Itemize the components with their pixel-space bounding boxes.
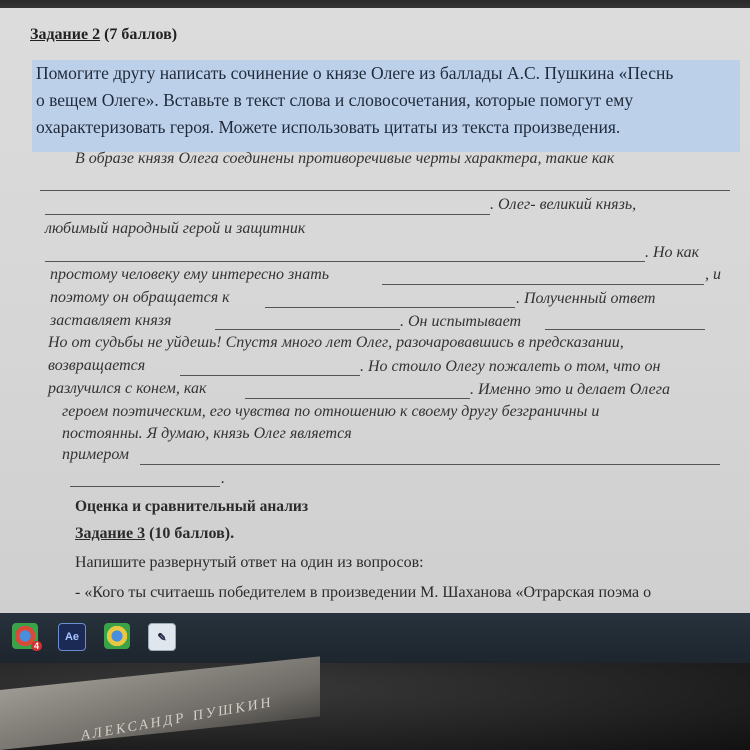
- blank-line[interactable]: [245, 398, 470, 399]
- essay-line-11a: разлучился с конем, как: [48, 380, 207, 397]
- essay-line-7b: . Полученный ответ: [516, 290, 656, 307]
- essay-line-11b: . Именно это и делает Олега: [470, 381, 671, 398]
- essay-line-6b: , и: [705, 266, 721, 283]
- chrome-icon[interactable]: [104, 623, 130, 649]
- notification-badge: 4: [31, 641, 42, 651]
- instruction-line-2: о вещем Олеге». Вставьте в текст слова и словосочетания, которые помогут ему: [36, 90, 634, 110]
- essay-line-9: Но от судьбы не уйдешь! Спустя много лет Олег, разочаровавшись в предсказании,: [48, 334, 624, 351]
- essay-line-7a: поэтому он обращается к: [50, 289, 230, 306]
- essay-line-14: примером: [62, 446, 129, 463]
- blank-line[interactable]: [545, 329, 705, 330]
- blank-line[interactable]: [140, 464, 720, 465]
- blank-line[interactable]: [215, 329, 400, 330]
- blank-line[interactable]: [382, 284, 704, 285]
- blank-line[interactable]: [45, 261, 645, 262]
- adobe-edge-icon[interactable]: Ae: [58, 623, 86, 651]
- task3-heading: Задание 3 (10 баллов).: [75, 525, 235, 542]
- blank-line[interactable]: [40, 190, 730, 191]
- essay-line-13: постоянны. Я думаю, князь Олег является: [62, 425, 352, 442]
- essay-line-5: . Но как: [645, 244, 700, 261]
- final-period: .: [221, 470, 225, 487]
- essay-line-4: любимый народный герой и защитник: [45, 220, 306, 237]
- essay-line-8a: заставляет князя: [50, 312, 172, 329]
- blank-line[interactable]: [265, 307, 515, 308]
- essay-line-3: . Олег- великий князь,: [490, 196, 637, 213]
- blank-line[interactable]: [70, 486, 220, 487]
- chrome-icon[interactable]: [12, 623, 38, 649]
- taskbar: [0, 613, 750, 663]
- blank-line[interactable]: [180, 375, 360, 376]
- instruction-line-3: охарактеризовать героя. Можете использовать цитаты из текста произведения.: [36, 117, 621, 137]
- book-cover-label: АЛЕКСАНДР ПУШКИН: [80, 695, 275, 744]
- essay-line-6a: простому человеку ему интересно знать: [50, 266, 330, 283]
- instruction-line-1: Помогите другу написать сочинение о князе Олеге из баллады А.С. Пушкина «Песнь: [36, 63, 674, 83]
- essay-line-10a: возвращается: [48, 357, 146, 374]
- essay-line-8b: . Он испытывает: [400, 313, 522, 330]
- essay-line-12: героем поэтическим, его чувства по отношению к своему другу безграничны и: [62, 403, 600, 420]
- essay-line-10b: . Но стоило Олегу пожалеть о том, что он: [360, 358, 661, 375]
- blank-line[interactable]: [45, 214, 490, 215]
- task3-item-1: - «Кого ты считаешь победителем в произведении М. Шаханова «Отрарская поэма о: [75, 584, 652, 601]
- essay-line-1: В образе князя Олега соединены противоречивые черты характера, такие как: [75, 150, 615, 167]
- task3-instruction: Напишите развернутый ответ на один из вопросов:: [75, 554, 424, 571]
- task2-heading: Задание 2 (7 баллов): [30, 26, 178, 43]
- section-heading: Оценка и сравнительный анализ: [75, 498, 309, 515]
- document-page: [0, 8, 750, 613]
- paint-icon[interactable]: ✎: [148, 623, 176, 651]
